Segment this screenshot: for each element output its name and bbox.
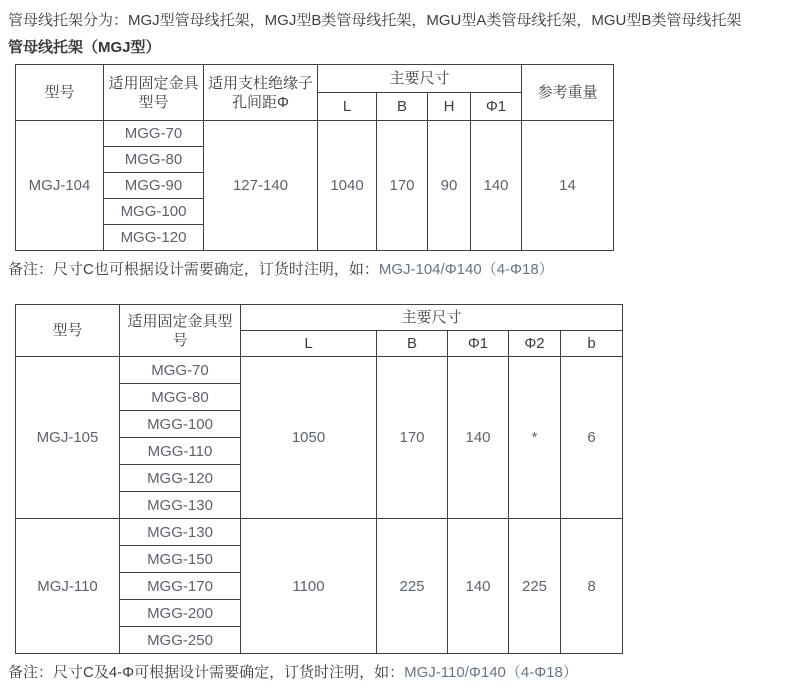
fitting-cell: MGG-80	[104, 147, 204, 173]
header-dim-B: B	[377, 331, 448, 357]
note-text: 备注：尺寸C也可根据设计需要确定，订货时注明，如：	[8, 261, 379, 278]
fitting-cell: MGG-200	[120, 600, 241, 627]
intro-paragraph: 管母线托架分为：MGJ型管母线托架，MGJ型B类管母线托架，MGU型A类管母线托架，MGU型B类管母线托架	[8, 12, 742, 29]
header-fitting: 适用固定金具型号	[104, 65, 204, 121]
note-model-ref: MGJ-110/Φ140（4-Φ18）	[404, 664, 578, 681]
fitting-cell: MGG-70	[120, 357, 241, 384]
fitting-cell: MGG-100	[104, 199, 204, 225]
header-model: 型号	[16, 65, 104, 121]
model-cell: MGJ-105	[16, 357, 120, 519]
model-cell: MGJ-110	[16, 519, 120, 654]
dim-B-cell: 225	[377, 519, 448, 654]
dim-L-cell: 1050	[241, 357, 377, 519]
header-main-dims: 主要尺寸	[318, 65, 522, 93]
dim-L-cell: 1040	[318, 121, 377, 251]
dim-phi1-cell: 140	[471, 121, 522, 251]
fitting-cell: MGG-250	[120, 627, 241, 654]
header-dim-phi2: Φ2	[509, 331, 561, 357]
header-dim-H: H	[428, 93, 471, 121]
header-dim-L: L	[241, 331, 377, 357]
fitting-cell: MGG-170	[120, 573, 241, 600]
fitting-cell: MGG-130	[120, 492, 241, 519]
fitting-cell: MGG-90	[104, 173, 204, 199]
dim-phi1-cell: 140	[448, 357, 509, 519]
fitting-cell: MGG-100	[120, 411, 241, 438]
dim-phi2-cell: 225	[509, 519, 561, 654]
table-row	[16, 519, 623, 546]
dim-b-cell: 8	[561, 519, 623, 654]
fitting-cell: MGG-130	[120, 519, 241, 546]
mgj-105-110-table	[15, 304, 623, 654]
fitting-cell: MGG-150	[120, 546, 241, 573]
section-title: 管母线托架（MGJ型）	[8, 39, 161, 56]
header-dim-L: L	[318, 93, 377, 121]
header-dim-b: b	[561, 331, 623, 357]
header-dim-phi1: Φ1	[448, 331, 509, 357]
weight-cell: 14	[522, 121, 614, 251]
header-fitting: 适用固定金具型号	[120, 305, 241, 357]
table-row	[16, 357, 623, 384]
fitting-cell: MGG-120	[120, 465, 241, 492]
fitting-cell: MGG-110	[120, 438, 241, 465]
note-model-ref: MGJ-104/Φ140（4-Φ18）	[378, 261, 554, 278]
header-weight: 参考重量	[522, 65, 614, 121]
fitting-cell: MGG-70	[104, 121, 204, 147]
dim-L-cell: 1100	[241, 519, 377, 654]
dim-phi2-cell: *	[509, 357, 561, 519]
dim-phi1-cell: 140	[448, 519, 509, 654]
header-dim-phi1: Φ1	[471, 93, 522, 121]
dim-H-cell: 90	[428, 121, 471, 251]
header-dim-B: B	[377, 93, 428, 121]
header-model: 型号	[16, 305, 120, 357]
dim-B-cell: 170	[377, 121, 428, 251]
note-mgj-104	[8, 260, 781, 280]
fitting-cell: MGG-80	[120, 384, 241, 411]
insulator-cell: 127-140	[204, 121, 318, 251]
dim-b-cell: 6	[561, 357, 623, 519]
header-insulator: 适用支柱绝缘子孔间距Φ	[204, 65, 318, 121]
model-cell: MGJ-104	[16, 121, 104, 251]
note-text: 备注：尺寸C及4-Φ可根据设计需要确定，订货时注明，如：	[8, 664, 405, 681]
mgj-104-table	[15, 64, 614, 251]
fitting-cell: MGG-120	[104, 225, 204, 251]
table-row	[16, 121, 614, 147]
note-mgj-110	[8, 663, 781, 683]
header-main-dims: 主要尺寸	[241, 305, 623, 331]
dim-B-cell: 170	[377, 357, 448, 519]
